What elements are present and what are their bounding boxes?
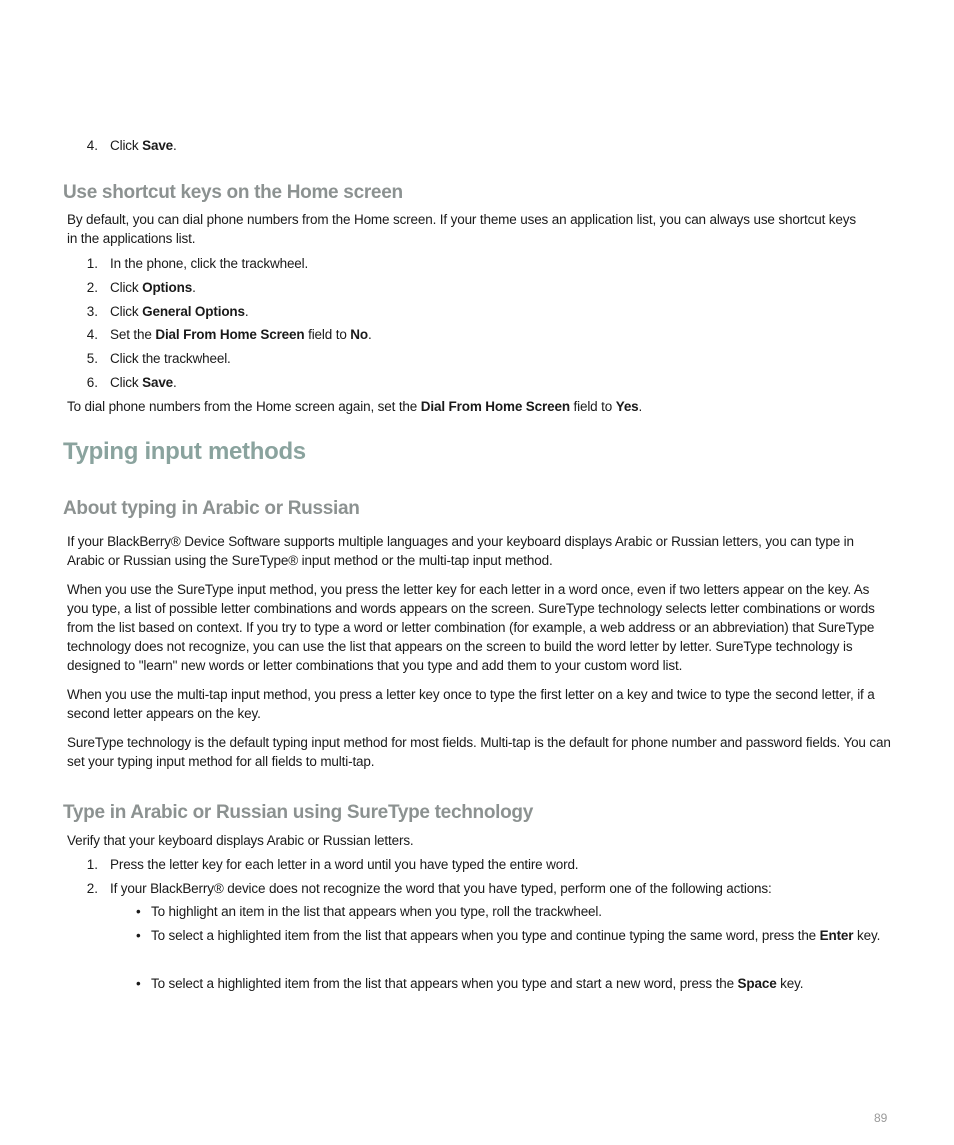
step-text: In the phone, click the trackwheel. xyxy=(110,256,309,271)
step-text: Press the letter key for each letter in a word until you have typed the entire word. xyxy=(110,857,579,872)
intro-line-2: in the applications list. xyxy=(67,231,196,246)
step-text: Click Options. xyxy=(110,280,196,295)
section-title: Typing input methods xyxy=(63,438,306,465)
intro-text: Verify that your keyboard displays Arabic or Russian letters. xyxy=(67,833,414,848)
section-heading-shortcut: Use shortcut keys on the Home screen xyxy=(63,182,403,203)
step-number: 6. xyxy=(86,375,98,390)
page-number: 89 xyxy=(874,1111,888,1125)
step-number: 4. xyxy=(86,138,98,153)
bullet-text: To select a highlighted item from the list that appears when you type and start a new word, press the Space key. xyxy=(151,976,804,991)
bullet-icon: • xyxy=(136,976,141,991)
step-number: 1. xyxy=(86,256,98,271)
step-number: 2. xyxy=(86,881,98,896)
step-text: Set the Dial From Home Screen field to No. xyxy=(110,327,372,342)
bullet-icon: • xyxy=(136,928,141,943)
step-number: 5. xyxy=(86,351,98,366)
paragraph: If your BlackBerry® Device Software supports multiple languages and your keyboard displays Arabic or Russian letters, you can type in Arabic or Russian using the SureType® input method or the multi-tap input method. xyxy=(67,534,854,568)
outro-text: To dial phone numbers from the Home screen again, set the Dial From Home Screen field to Yes. xyxy=(67,399,643,414)
paragraph: SureType technology is the default typing input method for most fields. Multi-tap is the default for phone number and password fields. You can set your typing input method for all fields to multi-tap. xyxy=(67,735,891,769)
step-number: 3. xyxy=(86,304,98,319)
step-text: Click Save. xyxy=(110,138,177,153)
paragraph: When you use the multi-tap input method, you press a letter key once to type the first letter on a key and twice to type the second letter, if a second letter appears on the key. xyxy=(67,687,875,721)
step-number: 2. xyxy=(86,280,98,295)
step-number: 4. xyxy=(86,327,98,342)
section-heading-about: About typing in Arabic or Russian xyxy=(63,498,360,519)
step-text: If your BlackBerry® device does not recognize the word that you have typed, perform one of the following actions: xyxy=(110,881,772,896)
section-heading-suretype: Type in Arabic or Russian using SureType technology xyxy=(63,802,533,823)
step-text: Click General Options. xyxy=(110,304,249,319)
step-number: 1. xyxy=(86,857,98,872)
intro-line-1: By default, you can dial phone numbers from the Home screen. If your theme uses an application list, you can always use shortcut keys xyxy=(67,212,856,227)
bullet-icon: • xyxy=(136,904,141,919)
step-text: Click the trackwheel. xyxy=(110,351,231,366)
step-text: Click Save. xyxy=(110,375,177,390)
bullet-text: To select a highlighted item from the list that appears when you type and continue typing the same word, press the Enter key. xyxy=(151,928,881,943)
bullet-text: To highlight an item in the list that appears when you type, roll the trackwheel. xyxy=(151,904,602,919)
paragraph: When you use the SureType input method, you press the letter key for each letter in a word once, even if two letters appear on the key. As you type, a list of possible letter combinations and words appears on the screen. SureType technology selects letter combinations or words from the list based on context. If you try to type a word or letter combination (for example, a web address or an abbreviation) that SureType technology does not recognize, you can use the list that appears on the screen to build the word letter by letter. SureType technology is designed to "learn" new words or letter combinations that you type and add them to your custom word list. xyxy=(67,582,875,673)
